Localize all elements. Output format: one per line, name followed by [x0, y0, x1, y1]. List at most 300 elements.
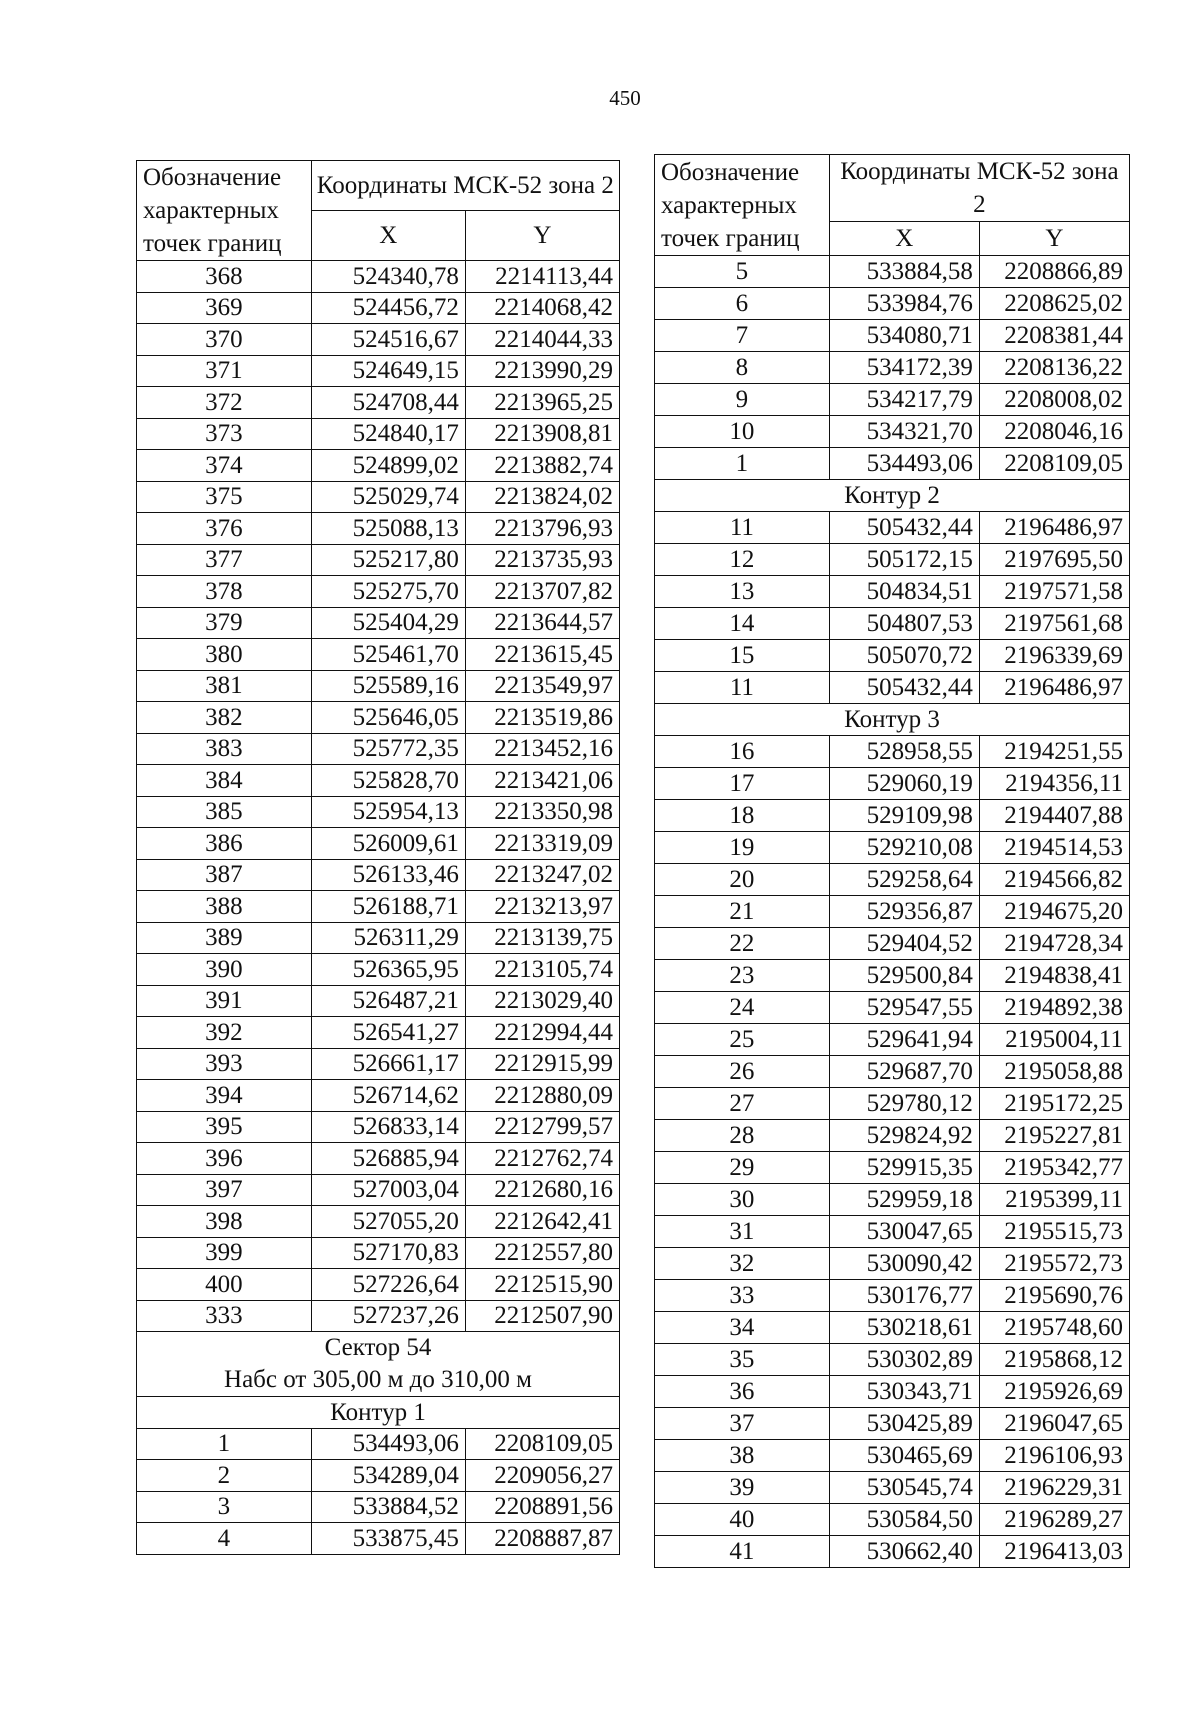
- x-coordinate: 534321,70: [829, 416, 979, 448]
- x-coordinate: 529404,52: [829, 928, 979, 960]
- table-row: [655, 384, 1130, 416]
- y-coordinate: 2212799,57: [465, 1111, 619, 1143]
- y-coordinate: 2194838,41: [979, 960, 1129, 992]
- y-coordinate: 2208109,05: [465, 1428, 619, 1460]
- point-id: 6: [655, 288, 830, 320]
- x-coordinate: 526833,14: [311, 1111, 465, 1143]
- point-id: 8: [655, 352, 830, 384]
- x-coordinate: 526714,62: [311, 1080, 465, 1112]
- point-id: 384: [137, 765, 312, 797]
- point-id: 16: [655, 736, 830, 768]
- y-coordinate: 2196486,97: [979, 672, 1129, 704]
- x-coordinate: 526487,21: [311, 985, 465, 1017]
- x-coordinate: 534217,79: [829, 384, 979, 416]
- table-row: [655, 608, 1130, 640]
- y-coordinate: 2196486,97: [979, 512, 1129, 544]
- y-coordinate: 2194407,88: [979, 800, 1129, 832]
- point-id: 2: [137, 1460, 312, 1492]
- table-row: [655, 640, 1130, 672]
- table-row: [655, 1536, 1130, 1568]
- table-row: [137, 985, 620, 1017]
- x-coordinate: 524899,02: [311, 450, 465, 482]
- point-id: 22: [655, 928, 830, 960]
- y-coordinate: 2195058,88: [979, 1056, 1129, 1088]
- point-id: 26: [655, 1056, 830, 1088]
- y-coordinate: 2213644,57: [465, 607, 619, 639]
- x-coordinate: 525646,05: [311, 702, 465, 734]
- table-row: [137, 1300, 620, 1332]
- x-coordinate: 525088,13: [311, 513, 465, 545]
- table-row: [655, 1440, 1130, 1472]
- y-coordinate: 2196413,03: [979, 1536, 1129, 1568]
- y-coordinate: 2197695,50: [979, 544, 1129, 576]
- point-id: 398: [137, 1206, 312, 1238]
- table-row: [137, 1206, 620, 1238]
- point-id: 3: [137, 1491, 312, 1523]
- y-coordinate: 2195172,25: [979, 1088, 1129, 1120]
- point-id: 381: [137, 670, 312, 702]
- table-row: [137, 1491, 620, 1523]
- y-coordinate: 2208891,56: [465, 1491, 619, 1523]
- table-row: [655, 1504, 1130, 1536]
- x-coordinate: 525772,35: [311, 733, 465, 765]
- point-id: 35: [655, 1344, 830, 1376]
- x-coordinate: 529109,98: [829, 800, 979, 832]
- table-row: [655, 448, 1130, 480]
- y-coordinate: 2214044,33: [465, 324, 619, 356]
- x-coordinate: 526661,17: [311, 1048, 465, 1080]
- x-coordinate: 530218,61: [829, 1312, 979, 1344]
- y-coordinate: 2213105,74: [465, 954, 619, 986]
- y-coordinate: 2196047,65: [979, 1408, 1129, 1440]
- left-rows-main: [137, 261, 620, 1332]
- x-coordinate: 525589,16: [311, 670, 465, 702]
- x-coordinate: 529780,12: [829, 1088, 979, 1120]
- table-row: [655, 768, 1130, 800]
- point-id: 31: [655, 1216, 830, 1248]
- x-coordinate: 527055,20: [311, 1206, 465, 1238]
- table-row: [137, 261, 620, 293]
- table-row: [655, 1344, 1130, 1376]
- x-coordinate: 524456,72: [311, 292, 465, 324]
- table-row: [137, 292, 620, 324]
- contour-1-title: Контур 1: [137, 1397, 620, 1429]
- table-row: [655, 992, 1130, 1024]
- x-coordinate: 530584,50: [829, 1504, 979, 1536]
- table-row: [655, 736, 1130, 768]
- table-row: [655, 1184, 1130, 1216]
- right-rows-contour-1: [655, 256, 1130, 480]
- table-row: [655, 800, 1130, 832]
- y-coordinate: 2196229,31: [979, 1472, 1129, 1504]
- point-id: 1: [137, 1428, 312, 1460]
- table-row: [137, 481, 620, 513]
- table-row: [137, 1143, 620, 1175]
- y-coordinate: 2212915,99: [465, 1048, 619, 1080]
- x-coordinate: 527237,26: [311, 1300, 465, 1332]
- point-id: 37: [655, 1408, 830, 1440]
- table-row: [137, 513, 620, 545]
- y-coordinate: 2195690,76: [979, 1280, 1129, 1312]
- point-id: 390: [137, 954, 312, 986]
- x-coordinate: 526188,71: [311, 891, 465, 923]
- table-row: [137, 702, 620, 734]
- point-id: 377: [137, 544, 312, 576]
- x-coordinate: 505172,15: [829, 544, 979, 576]
- y-coordinate: 2195572,73: [979, 1248, 1129, 1280]
- y-coordinate: 2208046,16: [979, 416, 1129, 448]
- point-id: 389: [137, 922, 312, 954]
- point-id: 24: [655, 992, 830, 1024]
- table-row: [137, 324, 620, 356]
- x-coordinate: 526885,94: [311, 1143, 465, 1175]
- table-row: [137, 1269, 620, 1301]
- table-row: [655, 1248, 1130, 1280]
- point-id: 392: [137, 1017, 312, 1049]
- point-id: 11: [655, 512, 830, 544]
- x-coordinate: 529547,55: [829, 992, 979, 1024]
- table-row: [137, 355, 620, 387]
- table-row: [655, 896, 1130, 928]
- point-id: 40: [655, 1504, 830, 1536]
- designation-header: Обозначение характерных точек границ: [137, 161, 312, 261]
- point-id: 10: [655, 416, 830, 448]
- table-row: [655, 1024, 1130, 1056]
- point-id: 30: [655, 1184, 830, 1216]
- table-row: [655, 832, 1130, 864]
- point-id: 38: [655, 1440, 830, 1472]
- x-coordinate: 525275,70: [311, 576, 465, 608]
- point-id: 1: [655, 448, 830, 480]
- point-id: 391: [137, 985, 312, 1017]
- table-row: [655, 1216, 1130, 1248]
- point-id: 33: [655, 1280, 830, 1312]
- point-id: 12: [655, 544, 830, 576]
- y-coordinate: 2213452,16: [465, 733, 619, 765]
- point-id: 369: [137, 292, 312, 324]
- x-coordinate: 529824,92: [829, 1120, 979, 1152]
- point-id: 29: [655, 1152, 830, 1184]
- y-coordinate: 2209056,27: [465, 1460, 619, 1492]
- table-row: [137, 1523, 620, 1555]
- point-id: 382: [137, 702, 312, 734]
- y-coordinate: 2195926,69: [979, 1376, 1129, 1408]
- point-id: 380: [137, 639, 312, 671]
- y-coordinate: 2195868,12: [979, 1344, 1129, 1376]
- point-id: 368: [137, 261, 312, 293]
- x-coordinate: 534172,39: [829, 352, 979, 384]
- y-coordinate: 2213139,75: [465, 922, 619, 954]
- x-coordinate: 526311,29: [311, 922, 465, 954]
- table-row: [137, 765, 620, 797]
- x-coordinate: 534080,71: [829, 320, 979, 352]
- x-coordinate: 524340,78: [311, 261, 465, 293]
- y-coordinate: 2195399,11: [979, 1184, 1129, 1216]
- y-coordinate: 2208109,05: [979, 448, 1129, 480]
- y-header: Y: [465, 211, 619, 261]
- table-row: [655, 1472, 1130, 1504]
- y-coordinate: 2196289,27: [979, 1504, 1129, 1536]
- x-coordinate: 528958,55: [829, 736, 979, 768]
- x-header: X: [829, 222, 979, 256]
- sector-title: [137, 1332, 620, 1397]
- table-row: [137, 418, 620, 450]
- x-coordinate: 504834,51: [829, 576, 979, 608]
- y-coordinate: 2213029,40: [465, 985, 619, 1017]
- x-coordinate: 529915,35: [829, 1152, 979, 1184]
- right-rows-contour-2: [655, 512, 1130, 704]
- table-row: [655, 320, 1130, 352]
- point-id: 400: [137, 1269, 312, 1301]
- point-id: 333: [137, 1300, 312, 1332]
- point-id: 383: [137, 733, 312, 765]
- point-id: 4: [137, 1523, 312, 1555]
- table-row: [655, 1376, 1130, 1408]
- point-id: 28: [655, 1120, 830, 1152]
- x-coordinate: 526009,61: [311, 828, 465, 860]
- point-id: 34: [655, 1312, 830, 1344]
- y-coordinate: 2195515,73: [979, 1216, 1129, 1248]
- x-coordinate: 534493,06: [311, 1428, 465, 1460]
- coords-header: Координаты МСК-52 зона 2: [311, 161, 619, 211]
- x-coordinate: 529258,64: [829, 864, 979, 896]
- y-coordinate: 2212994,44: [465, 1017, 619, 1049]
- x-coordinate: 526541,27: [311, 1017, 465, 1049]
- table-row: [137, 1174, 620, 1206]
- x-coordinate: 527226,64: [311, 1269, 465, 1301]
- x-coordinate: 526133,46: [311, 859, 465, 891]
- x-coordinate: 533984,76: [829, 288, 979, 320]
- y-coordinate: 2195227,81: [979, 1120, 1129, 1152]
- x-coordinate: 530425,89: [829, 1408, 979, 1440]
- point-id: 27: [655, 1088, 830, 1120]
- table-row: [137, 922, 620, 954]
- x-coordinate: 533875,45: [311, 1523, 465, 1555]
- contour-3-title: Контур 3: [655, 704, 1130, 736]
- y-coordinate: 2213519,86: [465, 702, 619, 734]
- y-coordinate: 2213908,81: [465, 418, 619, 450]
- y-coordinate: 2195748,60: [979, 1312, 1129, 1344]
- x-coordinate: 530047,65: [829, 1216, 979, 1248]
- y-coordinate: 2196106,93: [979, 1440, 1129, 1472]
- y-coordinate: 2212880,09: [465, 1080, 619, 1112]
- x-coordinate: 533884,58: [829, 256, 979, 288]
- x-coordinate: 524840,17: [311, 418, 465, 450]
- x-coordinate: 505070,72: [829, 640, 979, 672]
- y-coordinate: 2212557,80: [465, 1237, 619, 1269]
- table-row: [655, 1056, 1130, 1088]
- y-coordinate: 2208136,22: [979, 352, 1129, 384]
- x-coordinate: 529210,08: [829, 832, 979, 864]
- point-id: 378: [137, 576, 312, 608]
- point-id: 11: [655, 672, 830, 704]
- table-row: [137, 544, 620, 576]
- coords-header: Координаты МСК-52 зона 2: [829, 155, 1129, 222]
- contour-2-title: Контур 2: [655, 480, 1130, 512]
- x-coordinate: 530302,89: [829, 1344, 979, 1376]
- x-coordinate: 530545,74: [829, 1472, 979, 1504]
- x-coordinate: 524516,67: [311, 324, 465, 356]
- y-coordinate: 2213990,29: [465, 355, 619, 387]
- point-id: 370: [137, 324, 312, 356]
- table-row: [655, 864, 1130, 896]
- y-coordinate: 2208866,89: [979, 256, 1129, 288]
- point-id: 385: [137, 796, 312, 828]
- point-id: 376: [137, 513, 312, 545]
- y-coordinate: 2208008,02: [979, 384, 1129, 416]
- y-coordinate: 2213882,74: [465, 450, 619, 482]
- sector-height-range: Набс от 305,00 м до 310,00 м: [224, 1366, 532, 1393]
- y-coordinate: 2194675,20: [979, 896, 1129, 928]
- x-coordinate: 529060,19: [829, 768, 979, 800]
- y-coordinate: 2213549,97: [465, 670, 619, 702]
- point-id: 397: [137, 1174, 312, 1206]
- table-row: [137, 1080, 620, 1112]
- point-id: 36: [655, 1376, 830, 1408]
- point-id: 373: [137, 418, 312, 450]
- x-coordinate: 530090,42: [829, 1248, 979, 1280]
- point-id: 23: [655, 960, 830, 992]
- point-id: 374: [137, 450, 312, 482]
- x-coordinate: 534493,06: [829, 448, 979, 480]
- table-row: [655, 352, 1130, 384]
- point-id: 393: [137, 1048, 312, 1080]
- table-row: [137, 891, 620, 923]
- x-coordinate: 534289,04: [311, 1460, 465, 1492]
- x-coordinate: 529500,84: [829, 960, 979, 992]
- y-coordinate: 2213707,82: [465, 576, 619, 608]
- y-coordinate: 2194566,82: [979, 864, 1129, 896]
- x-coordinate: 525404,29: [311, 607, 465, 639]
- x-coordinate: 530176,77: [829, 1280, 979, 1312]
- point-id: 19: [655, 832, 830, 864]
- y-coordinate: 2213965,25: [465, 387, 619, 419]
- designation-header: Обозначение характерных точек границ: [655, 155, 830, 256]
- point-id: 32: [655, 1248, 830, 1280]
- y-header: Y: [979, 222, 1129, 256]
- x-coordinate: 525029,74: [311, 481, 465, 513]
- point-id: 387: [137, 859, 312, 891]
- coordinates-table-left: [136, 160, 620, 1555]
- x-coordinate: 525461,70: [311, 639, 465, 671]
- point-id: 25: [655, 1024, 830, 1056]
- x-coordinate: 527003,04: [311, 1174, 465, 1206]
- point-id: 399: [137, 1237, 312, 1269]
- x-coordinate: 525828,70: [311, 765, 465, 797]
- point-id: 18: [655, 800, 830, 832]
- y-coordinate: 2213735,93: [465, 544, 619, 576]
- table-row: [655, 1152, 1130, 1184]
- y-coordinate: 2212642,41: [465, 1206, 619, 1238]
- x-coordinate: 527170,83: [311, 1237, 465, 1269]
- table-row: [137, 796, 620, 828]
- x-coordinate: 504807,53: [829, 608, 979, 640]
- point-id: 39: [655, 1472, 830, 1504]
- table-row: [137, 1017, 620, 1049]
- table-row: [655, 672, 1130, 704]
- y-coordinate: 2197571,58: [979, 576, 1129, 608]
- table-row: [655, 288, 1130, 320]
- y-coordinate: 2214113,44: [465, 261, 619, 293]
- table-row: [137, 670, 620, 702]
- y-coordinate: 2213421,06: [465, 765, 619, 797]
- table-row: [137, 1428, 620, 1460]
- point-id: 379: [137, 607, 312, 639]
- y-coordinate: 2208625,02: [979, 288, 1129, 320]
- point-id: 386: [137, 828, 312, 860]
- table-row: [655, 512, 1130, 544]
- x-coordinate: 529959,18: [829, 1184, 979, 1216]
- point-id: 21: [655, 896, 830, 928]
- y-coordinate: 2212680,16: [465, 1174, 619, 1206]
- y-coordinate: 2213319,09: [465, 828, 619, 860]
- y-coordinate: 2213796,93: [465, 513, 619, 545]
- table-row: [655, 1312, 1130, 1344]
- y-coordinate: 2213213,97: [465, 891, 619, 923]
- y-coordinate: 2212507,90: [465, 1300, 619, 1332]
- table-row: [137, 828, 620, 860]
- table-row: [137, 639, 620, 671]
- point-id: 372: [137, 387, 312, 419]
- table-row: [137, 1460, 620, 1492]
- point-id: 396: [137, 1143, 312, 1175]
- table-row: [655, 256, 1130, 288]
- point-id: 375: [137, 481, 312, 513]
- x-coordinate: 529687,70: [829, 1056, 979, 1088]
- table-row: [137, 859, 620, 891]
- coordinates-table-right: [654, 154, 1130, 1568]
- right-rows-contour-3: [655, 736, 1130, 1568]
- page-number: 450: [609, 86, 641, 110]
- x-coordinate: 505432,44: [829, 672, 979, 704]
- x-coordinate: 530662,40: [829, 1536, 979, 1568]
- table-row: [655, 1408, 1130, 1440]
- point-id: 394: [137, 1080, 312, 1112]
- y-coordinate: 2213824,02: [465, 481, 619, 513]
- x-coordinate: 526365,95: [311, 954, 465, 986]
- y-coordinate: 2194892,38: [979, 992, 1129, 1024]
- y-coordinate: 2212515,90: [465, 1269, 619, 1301]
- y-coordinate: 2208887,87: [465, 1523, 619, 1555]
- table-row: [655, 544, 1130, 576]
- point-id: 371: [137, 355, 312, 387]
- table-row: [137, 576, 620, 608]
- x-coordinate: 525217,80: [311, 544, 465, 576]
- point-id: 15: [655, 640, 830, 672]
- x-coordinate: 533884,52: [311, 1491, 465, 1523]
- table-row: [137, 1048, 620, 1080]
- point-id: 5: [655, 256, 830, 288]
- x-coordinate: 530465,69: [829, 1440, 979, 1472]
- x-coordinate: 525954,13: [311, 796, 465, 828]
- point-id: 13: [655, 576, 830, 608]
- y-coordinate: 2195004,11: [979, 1024, 1129, 1056]
- x-coordinate: 505432,44: [829, 512, 979, 544]
- y-coordinate: 2208381,44: [979, 320, 1129, 352]
- left-rows-contour-1: [137, 1428, 620, 1554]
- table-row: [655, 960, 1130, 992]
- y-coordinate: 2194356,11: [979, 768, 1129, 800]
- table-row: [655, 928, 1130, 960]
- point-id: 17: [655, 768, 830, 800]
- y-coordinate: 2197561,68: [979, 608, 1129, 640]
- point-id: 7: [655, 320, 830, 352]
- table-row: [137, 450, 620, 482]
- table-row: [655, 576, 1130, 608]
- y-coordinate: 2194251,55: [979, 736, 1129, 768]
- y-coordinate: 2194514,53: [979, 832, 1129, 864]
- point-id: 41: [655, 1536, 830, 1568]
